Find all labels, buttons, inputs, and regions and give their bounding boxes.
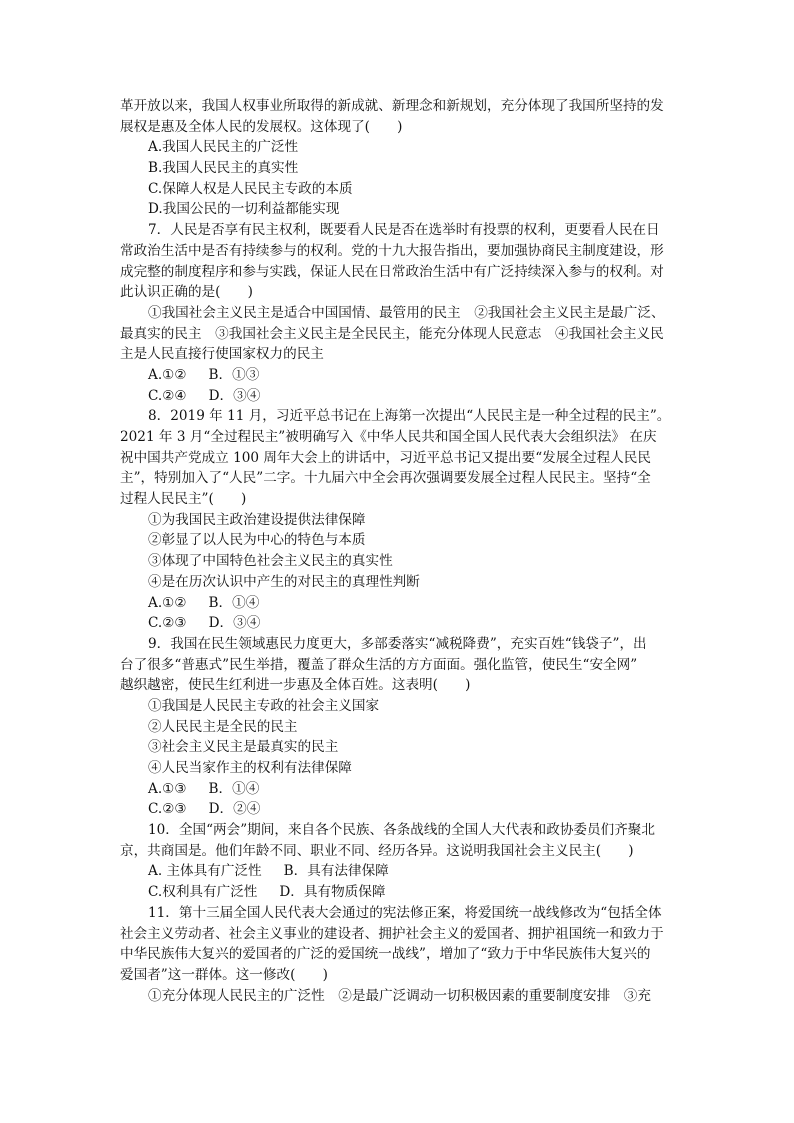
q11-stem-line: 爱国者”这一群体。这一修改( ) <box>120 966 328 983</box>
q6-option-b: B.我国人民民主的真实性 <box>148 160 299 177</box>
q9-item: ①我国是人民民主专政的社会主义国家 <box>148 697 380 714</box>
q9-option-c: C.②③ <box>148 801 187 818</box>
q10-stem-line: 京，共商国是。他们年龄不同、职业不同、经历各异。这说明我国社会主义民主( ) <box>120 842 634 859</box>
q8-item: ②彰显了以人民为中心的特色与本质 <box>148 532 366 549</box>
q10-option-a: A. 主体具有广泛性 <box>148 863 262 880</box>
page-content <box>120 96 675 1006</box>
q9-stem-line: 台了很多“普惠式”民生举措，覆盖了群众生活的方方面面。强化监管，使民生“安全网” <box>120 656 638 673</box>
q7-item-line: 主是人民直接行使国家权力的民主 <box>120 346 324 363</box>
q8-stem-line: 2021 年 3 月“全过程民主”被明确写入《中华人民共和国全国人民代表大会组织法》 在庆 <box>120 429 657 445</box>
q8-item: ④是在历次认识中产生的对民主的真理性判断 <box>148 573 420 590</box>
q7-stem-line: 7．人民是否享有民主权利，既要看人民是否在选举时有投票的权利，更要看人民在日 <box>148 222 660 239</box>
q9-stem-line: 9．我国在民生领域惠民力度更大，多部委落实“减税降费”，充实百姓“钱袋子”，出 <box>148 635 647 652</box>
q8-stem-line: 过程人民民主”( ) <box>120 491 247 508</box>
q8-option-a: A.①② <box>148 594 187 611</box>
q9-item: ②人民民主是全民的民主 <box>148 718 298 735</box>
q9-options-row-2 <box>120 799 675 820</box>
q8-option-c: C.②③ <box>148 615 187 632</box>
q9-options-row-1 <box>120 779 675 800</box>
q6-option-a: A.我国人民民主的广泛性 <box>148 139 299 156</box>
q9-option-a: A.①③ <box>148 780 187 797</box>
q11-item-line: ①充分体现人民民主的广泛性 ②是最广泛调动一切积极因素的重要制度安排 ③充 <box>148 987 651 1004</box>
q11-stem-line: 11．第十三届全国人民代表大会通过的宪法修正案，将爱国统一战线修改为“包括全体 <box>148 904 662 921</box>
q10-options-row-2 <box>120 882 675 903</box>
q9-option-b: B．①④ <box>208 780 260 797</box>
q8-option-b: B．①④ <box>208 594 260 611</box>
q8-item: ①为我国民主政治建设提供法律保障 <box>148 511 366 528</box>
q9-item: ④人民当家作主的权利有法律保障 <box>148 760 352 776</box>
q10-stem-line: 10．全国“两会”期间，来自各个民族、各条战线的全国人大代表和政协委员们齐聚北 <box>148 822 655 839</box>
q6-stem-line: 展权是惠及全体人民的发展权。这体现了( ) <box>120 118 403 135</box>
q6-stem-line: 革开放以来，我国人权事业所取得的新成就、新理念和新规划，充分体现了我国所坚持的发 <box>120 98 664 114</box>
q9-item: ③社会主义民主是最真实的民主 <box>148 739 339 756</box>
q9-option-d: D．②④ <box>208 801 261 818</box>
q6-option-d: D.我国公民的一切利益都能实现 <box>148 201 340 218</box>
q7-option-a: A.①② <box>148 366 187 383</box>
q10-option-c: C.权利具有广泛性 <box>148 884 258 901</box>
q7-option-d: D．③④ <box>208 387 261 404</box>
q8-stem-line: 祝中国共产党成立 100 周年大会上的讲话中，习近平总书记又提出要“发展全过程人民民 <box>120 449 651 466</box>
q7-option-b: B．①③ <box>208 366 260 383</box>
q7-stem-line: 此认识正确的是( ) <box>120 284 253 301</box>
q9-stem-line: 越织越密，使民生红利进一步惠及全体百姓。这表明( ) <box>120 677 471 694</box>
q8-options-row-1 <box>120 593 675 614</box>
q7-item-line: 最真实的民主 ③我国社会主义民主是全民民主，能充分体现人民意志 ④我国社会主义民 <box>120 325 664 342</box>
q10-option-b: B．具有法律保障 <box>283 863 389 880</box>
q7-options-row-1 <box>120 365 675 386</box>
q6-option-c: C.保障人权是人民民主专政的本质 <box>148 180 353 197</box>
q7-option-c: C.②④ <box>148 387 187 404</box>
q7-item-line: ①我国社会主义民主是适合中国国情、最管用的民主 ②我国社会主义民主是最广泛、 <box>148 304 665 321</box>
q8-item: ③体现了中国特色社会主义民主的真实性 <box>148 553 393 570</box>
q7-stem-line: 成完整的制度程序和参与实践，保证人民在日常政治生活中有广泛持续深入参与的权利。对 <box>120 263 664 280</box>
q11-stem-line: 中华民族伟大复兴的爱国者的广泛的爱国统一战线”，增加了“致力于中华民族伟大复兴的 <box>120 946 651 963</box>
q11-stem-line: 社会主义劳动者、社会主义事业的建设者、拥护社会主义的爱国者、拥护祖国统一和致力于 <box>120 925 664 942</box>
q10-option-d: D．具有物质保障 <box>279 884 386 901</box>
q8-stem-line: 8．2019 年 11 月，习近平总书记在上海第一次提出“人民民主是一种全过程的民主”。 <box>148 408 671 425</box>
q7-stem-line: 常政治生活中是否有持续参与的权利。党的十九大报告指出，要加强协商民主制度建设，形 <box>120 242 664 259</box>
q8-options-row-2 <box>120 613 675 634</box>
q10-options-row-1 <box>120 861 675 882</box>
q7-options-row-2 <box>120 386 675 407</box>
q8-option-d: D．③④ <box>208 615 261 632</box>
q8-stem-line: 主”，特别加入了“人民”二字。十九届六中全会再次强调要发展全过程人民民主。坚持“全 <box>120 470 651 487</box>
